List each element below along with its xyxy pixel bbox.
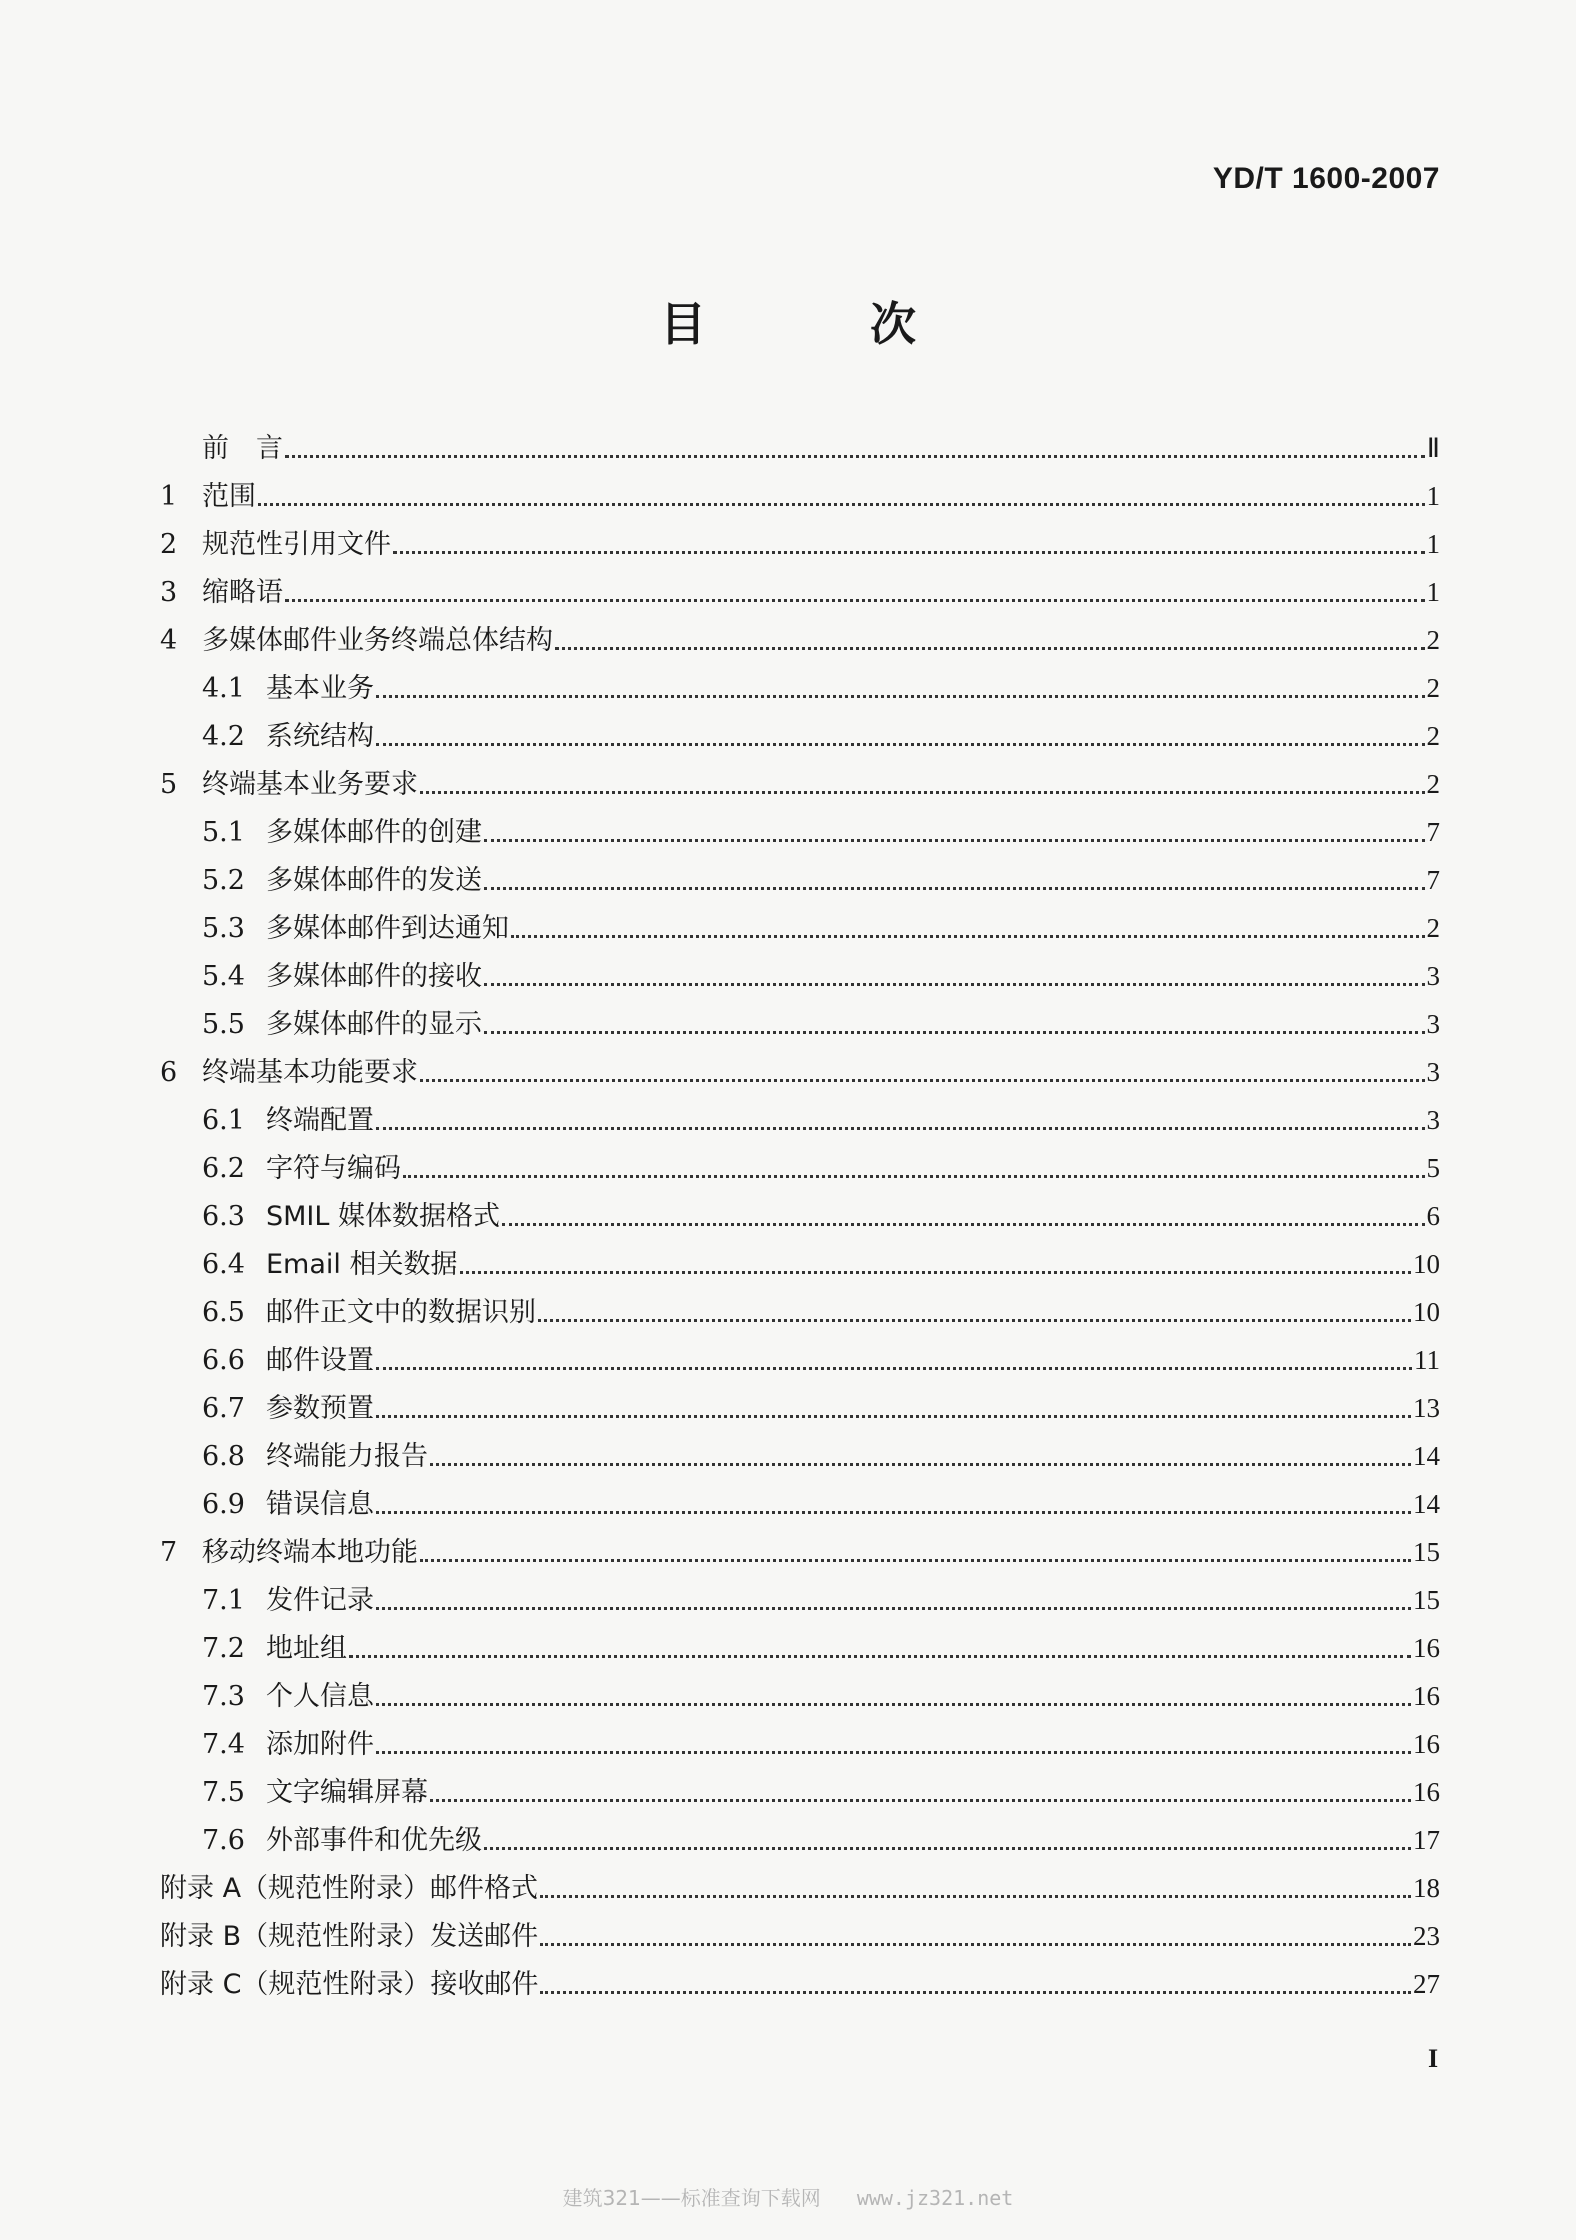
toc-dot-leader bbox=[502, 1223, 1424, 1226]
toc-entry-number: 5 bbox=[160, 769, 178, 800]
toc-entry-page: 17 bbox=[1413, 1825, 1440, 1855]
toc-entry-number: 6.2 bbox=[202, 1153, 245, 1184]
toc-dot-leader bbox=[540, 1991, 1411, 1994]
toc-entry[interactable] bbox=[160, 1192, 1440, 1240]
toc-dot-leader bbox=[430, 1799, 1411, 1802]
toc-entry-page: 14 bbox=[1413, 1489, 1440, 1519]
toc-entry-number: 4 bbox=[160, 625, 178, 656]
toc-entry[interactable] bbox=[160, 1240, 1440, 1288]
toc-entry-number: 2 bbox=[160, 529, 178, 560]
toc-entry-number: 6.5 bbox=[202, 1297, 245, 1328]
standard-code: YD/T 1600-2007 bbox=[1212, 162, 1440, 195]
toc-entry-page: 1 bbox=[1426, 481, 1440, 511]
toc-dot-leader bbox=[460, 1271, 1412, 1274]
toc-entry-number: 6.6 bbox=[202, 1345, 245, 1376]
toc-entry[interactable] bbox=[160, 1048, 1440, 1096]
toc-entry-label: Email 相关数据 bbox=[266, 1249, 458, 1280]
toc-entry-page: 2 bbox=[1426, 625, 1440, 655]
toc-dot-leader bbox=[376, 743, 1425, 746]
toc-entry[interactable] bbox=[160, 856, 1440, 904]
toc-dot-leader bbox=[376, 1127, 1425, 1130]
toc-entry-label: 前 言 bbox=[202, 433, 283, 464]
toc-entry-number: 6.4 bbox=[202, 1249, 245, 1280]
toc-entry-label: 多媒体邮件的显示 bbox=[266, 1009, 482, 1040]
toc-entry-label: 缩略语 bbox=[202, 577, 283, 608]
toc-entry-page: 7 bbox=[1426, 865, 1440, 895]
toc-dot-leader bbox=[538, 1319, 1411, 1322]
toc-entry[interactable] bbox=[160, 1864, 1440, 1912]
toc-entry-number: 5.5 bbox=[202, 1009, 245, 1040]
toc-entry-label: SMIL 媒体数据格式 bbox=[266, 1201, 501, 1232]
toc-entry-label: 字符与编码 bbox=[266, 1153, 401, 1184]
toc-entry[interactable] bbox=[160, 1144, 1440, 1192]
toc-dot-leader bbox=[376, 1607, 1411, 1610]
toc-dot-leader bbox=[484, 1847, 1411, 1850]
toc-entry-page: 13 bbox=[1413, 1393, 1440, 1423]
toc-entry[interactable] bbox=[160, 1816, 1440, 1864]
toc-dot-leader bbox=[376, 1511, 1411, 1514]
toc-entry[interactable] bbox=[160, 1912, 1440, 1960]
toc-entry-label: 邮件正文中的数据识别 bbox=[266, 1297, 536, 1328]
toc-entry-label: 外部事件和优先级 bbox=[266, 1825, 482, 1856]
toc-entry-page: 3 bbox=[1426, 961, 1440, 991]
toc-entry-label: 基本业务 bbox=[266, 673, 374, 704]
toc-entry-number: 5.3 bbox=[202, 913, 245, 944]
watermark-site-name: 建筑321——标准查询下载网 bbox=[562, 2186, 821, 2210]
toc-entry-number: 7.5 bbox=[202, 1777, 245, 1808]
toc-entry-number: 6.3 bbox=[202, 1201, 245, 1232]
toc-dot-leader bbox=[484, 887, 1425, 890]
page-title: 目 次 bbox=[659, 297, 990, 351]
toc-entry-label: 终端基本业务要求 bbox=[202, 769, 418, 800]
toc-entry-page: 2 bbox=[1426, 721, 1440, 751]
toc-dot-leader bbox=[393, 551, 1425, 554]
toc-entry-label: 文字编辑屏幕 bbox=[266, 1777, 428, 1808]
toc-entry-number: 7 bbox=[160, 1537, 178, 1568]
toc-entry-number: 1 bbox=[160, 481, 178, 512]
toc-entry[interactable] bbox=[160, 520, 1440, 568]
toc-entry-number: 7.4 bbox=[202, 1729, 245, 1760]
toc-dot-leader bbox=[484, 983, 1425, 986]
toc-entry-number: 6.1 bbox=[202, 1105, 245, 1136]
toc-entry-label: 多媒体邮件的发送 bbox=[266, 865, 482, 896]
toc-entry-page: 10 bbox=[1413, 1297, 1440, 1327]
toc-entry-number: 7.2 bbox=[202, 1633, 245, 1664]
toc-entry-label: 多媒体邮件到达通知 bbox=[266, 913, 509, 944]
toc-entry[interactable] bbox=[160, 568, 1440, 616]
toc-entry-number: 5.1 bbox=[202, 817, 245, 848]
toc-entry-label: 多媒体邮件的接收 bbox=[266, 961, 482, 992]
toc-entry-number: 7.6 bbox=[202, 1825, 245, 1856]
toc-entry-page: 16 bbox=[1413, 1633, 1440, 1663]
toc-entry[interactable] bbox=[160, 904, 1440, 952]
toc-entry-page: 7 bbox=[1426, 817, 1440, 847]
watermark-url: www.jz321.net bbox=[856, 2186, 1014, 2210]
toc-entry-number: 6.9 bbox=[202, 1489, 245, 1520]
toc-entry-page: 2 bbox=[1426, 769, 1440, 799]
toc-entry-page: 3 bbox=[1426, 1009, 1440, 1039]
toc-dot-leader bbox=[376, 1703, 1411, 1706]
toc-entry[interactable] bbox=[160, 1960, 1440, 2008]
toc-entry-label: 附录 A（规范性附录）邮件格式 bbox=[160, 1873, 539, 1904]
toc-entry[interactable] bbox=[160, 1384, 1440, 1432]
page-number: I bbox=[1428, 2044, 1439, 2073]
toc-dot-leader bbox=[376, 1367, 1412, 1370]
toc-entry-number: 6 bbox=[160, 1057, 178, 1088]
toc-entry-page: 15 bbox=[1413, 1537, 1440, 1567]
toc-entry[interactable] bbox=[160, 1624, 1440, 1672]
toc-entry-label: 终端能力报告 bbox=[266, 1441, 428, 1472]
toc-entry-page: 1 bbox=[1426, 529, 1440, 559]
toc-entry[interactable] bbox=[160, 472, 1440, 520]
toc-entry-label: 地址组 bbox=[266, 1633, 347, 1664]
toc-entry-page: 14 bbox=[1413, 1441, 1440, 1471]
toc-entry-page: 6 bbox=[1426, 1201, 1440, 1231]
toc-entry-number: 3 bbox=[160, 577, 178, 608]
toc-entry[interactable] bbox=[160, 1432, 1440, 1480]
toc-entry-label: 多媒体邮件业务终端总体结构 bbox=[202, 625, 553, 656]
toc-entry[interactable] bbox=[160, 1288, 1440, 1336]
toc-dot-leader bbox=[258, 503, 1425, 506]
toc-entry-label: 系统结构 bbox=[266, 721, 374, 752]
toc-entry-number: 4.2 bbox=[202, 721, 245, 752]
toc-entry-page: 1 bbox=[1426, 577, 1440, 607]
toc-dot-leader bbox=[376, 1751, 1411, 1754]
toc-entry[interactable] bbox=[160, 760, 1440, 808]
toc-entry-page: 2 bbox=[1426, 673, 1440, 703]
toc-entry-number: 5.2 bbox=[202, 865, 245, 896]
toc-dot-leader bbox=[540, 1895, 1411, 1898]
toc-entry[interactable] bbox=[160, 424, 1440, 472]
toc-entry[interactable] bbox=[160, 952, 1440, 1000]
toc-entry[interactable] bbox=[160, 1480, 1440, 1528]
toc-entry-page: 3 bbox=[1426, 1057, 1440, 1087]
toc-entry-label: 参数预置 bbox=[266, 1393, 374, 1424]
toc-dot-leader bbox=[420, 1079, 1425, 1082]
toc-entry-page: 16 bbox=[1413, 1777, 1440, 1807]
toc-dot-leader bbox=[420, 791, 1425, 794]
toc-entry[interactable] bbox=[160, 616, 1440, 664]
toc-entry-label: 附录 C（规范性附录）接收邮件 bbox=[160, 1969, 539, 2000]
toc-entry-label: 个人信息 bbox=[266, 1681, 374, 1712]
toc-entry-number: 7.3 bbox=[202, 1681, 245, 1712]
toc-dot-leader bbox=[540, 1943, 1411, 1946]
toc-entry-label: 错误信息 bbox=[266, 1489, 374, 1520]
toc-entry[interactable] bbox=[160, 1768, 1440, 1816]
toc-dot-leader bbox=[285, 599, 1425, 602]
toc-entry-label: 规范性引用文件 bbox=[202, 529, 391, 560]
toc-entry-number: 7.1 bbox=[202, 1585, 245, 1616]
toc-entry-number: 4.1 bbox=[202, 673, 245, 704]
toc-entry-label: 添加附件 bbox=[266, 1729, 374, 1760]
toc-entry-label: 邮件设置 bbox=[266, 1345, 374, 1376]
toc-entry-label: 范围 bbox=[202, 481, 256, 512]
toc-entry[interactable] bbox=[160, 1336, 1440, 1384]
toc-entry-label: 多媒体邮件的创建 bbox=[266, 817, 482, 848]
toc-entry[interactable] bbox=[160, 664, 1440, 712]
toc-dot-leader bbox=[511, 935, 1425, 938]
toc-dot-leader bbox=[555, 647, 1425, 650]
toc-entry-page: 15 bbox=[1413, 1585, 1440, 1615]
toc-entry-page: 11 bbox=[1414, 1345, 1440, 1375]
toc-entry-label: 发件记录 bbox=[266, 1585, 374, 1616]
toc-dot-leader bbox=[285, 455, 1425, 458]
toc-entry[interactable] bbox=[160, 1528, 1440, 1576]
toc-entry-page: 10 bbox=[1413, 1249, 1440, 1279]
toc-entry[interactable] bbox=[160, 1672, 1440, 1720]
toc-entry-page: Ⅱ bbox=[1426, 433, 1440, 463]
toc-dot-leader bbox=[403, 1175, 1425, 1178]
toc-entry-page: 5 bbox=[1426, 1153, 1440, 1183]
toc-dot-leader bbox=[420, 1559, 1411, 1562]
toc-entry-number: 5.4 bbox=[202, 961, 245, 992]
toc-entry-page: 2 bbox=[1426, 913, 1440, 943]
table-of-contents bbox=[160, 424, 1440, 2008]
toc-entry[interactable] bbox=[160, 712, 1440, 760]
toc-entry-label: 终端基本功能要求 bbox=[202, 1057, 418, 1088]
toc-dot-leader bbox=[430, 1463, 1411, 1466]
toc-entry-page: 3 bbox=[1426, 1105, 1440, 1135]
toc-entry[interactable] bbox=[160, 1720, 1440, 1768]
toc-entry-number: 6.7 bbox=[202, 1393, 245, 1424]
toc-entry[interactable] bbox=[160, 808, 1440, 856]
toc-entry-label: 附录 B（规范性附录）发送邮件 bbox=[160, 1921, 539, 1952]
toc-dot-leader bbox=[376, 1415, 1411, 1418]
toc-entry-page: 18 bbox=[1413, 1873, 1440, 1903]
toc-entry-page: 27 bbox=[1413, 1969, 1440, 1999]
toc-dot-leader bbox=[484, 839, 1425, 842]
toc-entry-label: 终端配置 bbox=[266, 1105, 374, 1136]
watermark bbox=[0, 2182, 1576, 2211]
toc-entry-page: 23 bbox=[1413, 1921, 1440, 1951]
toc-entry[interactable] bbox=[160, 1576, 1440, 1624]
toc-dot-leader bbox=[484, 1031, 1425, 1034]
toc-dot-leader bbox=[349, 1655, 1411, 1658]
toc-entry-label: 移动终端本地功能 bbox=[202, 1537, 418, 1568]
toc-dot-leader bbox=[376, 695, 1425, 698]
toc-entry[interactable] bbox=[160, 1096, 1440, 1144]
toc-entry-page: 16 bbox=[1413, 1729, 1440, 1759]
toc-entry[interactable] bbox=[160, 1000, 1440, 1048]
toc-entry-page: 16 bbox=[1413, 1681, 1440, 1711]
toc-entry-number: 6.8 bbox=[202, 1441, 245, 1472]
